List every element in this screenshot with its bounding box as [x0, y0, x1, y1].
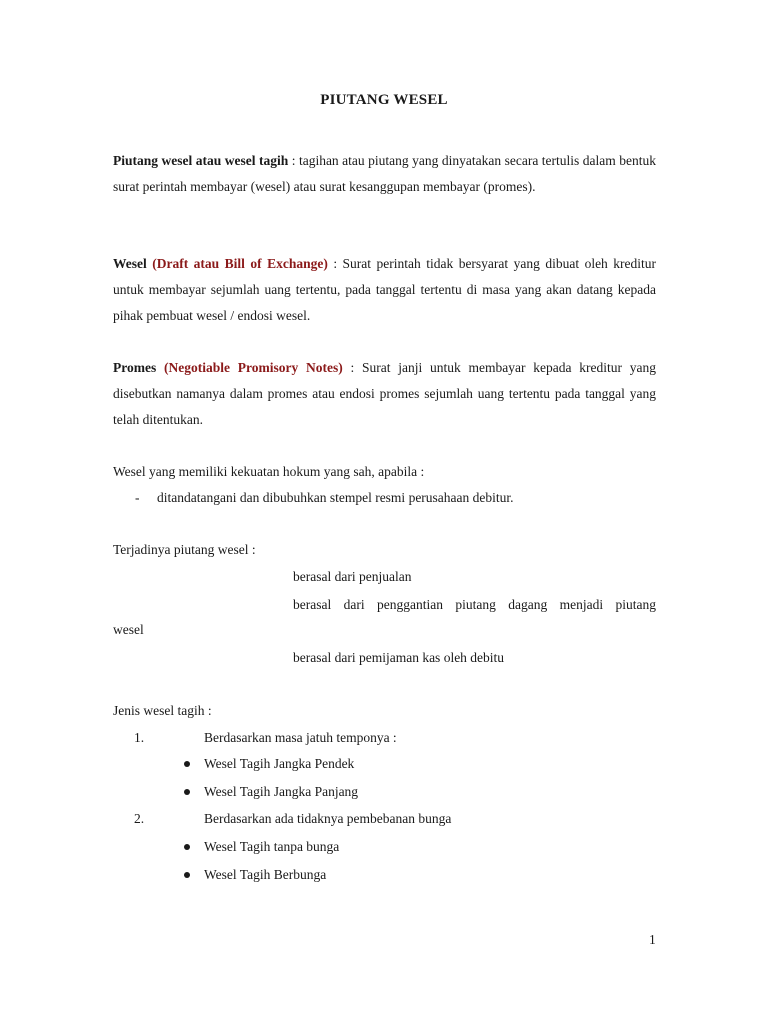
bullet-text: Wesel Tagih Jangka Pendek — [204, 756, 355, 771]
term-promes: Promes — [113, 360, 157, 375]
terjadinya-item-3: berasal dari pemijaman kas oleh debitu — [293, 650, 505, 665]
document-title: PIUTANG WESEL — [320, 92, 448, 108]
list-heading-2: Berdasarkan ada tidaknya pembebanan bunga — [204, 811, 452, 826]
dash-marker: - — [135, 490, 140, 505]
terjadinya-item-2: berasal dari penggantian piutang dagang menjadi piutang — [293, 597, 656, 612]
definition-text: : tagihan atau piutang yang dinyatakan secara tertulis dalam bentuk surat perintah membayar (wesel) atau surat kesanggupan membayar (promes). — [113, 153, 657, 194]
term-promes-alt: (Negotiable Promisory Notes) — [164, 360, 343, 375]
page-number: 1 — [649, 932, 656, 947]
definition-promes — [113, 355, 656, 433]
wesel-valid-item: ditandatangani dan dibubuhkan stempel resmi perusahaan debitur. — [157, 490, 514, 505]
definition-piutang-wesel — [113, 148, 656, 200]
jenis-intro: Jenis wesel tagih : — [113, 703, 212, 718]
bullet-icon — [184, 844, 190, 850]
term-wesel: Wesel — [113, 256, 147, 271]
terjadinya-item-2-cont: wesel — [113, 622, 144, 637]
list-number-1: 1. — [134, 730, 145, 745]
definition-text: : Surat janji untuk membayar kepada kreditur yang disebutkan namanya dalam promes atau endosi promes sejumlah uang tertentu pada tanggal yang telah ditentukan. — [113, 360, 656, 427]
wesel-valid-intro: Wesel yang memiliki kekuatan hokum yang sah, apabila : — [113, 464, 425, 479]
bullet-text: Wesel Tagih Berbunga — [204, 867, 327, 882]
definition-text: : Surat perintah tidak bersyarat yang dibuat oleh kreditur untuk membayar sejumlah uang tertentu, pada tanggal tertentu di masa yang akan datang kepada pihak pembuat wesel / endosi wesel. — [113, 256, 657, 323]
bullet-icon — [184, 761, 190, 767]
bullet-icon — [184, 872, 190, 878]
term-piutang-wesel: Piutang wesel atau wesel tagih — [113, 153, 289, 168]
bullet-text: Wesel Tagih tanpa bunga — [204, 839, 340, 854]
term-wesel-alt: (Draft atau Bill of Exchange) — [152, 256, 328, 271]
definition-wesel — [113, 251, 656, 329]
bullet-icon — [184, 789, 190, 795]
terjadinya-item-1: berasal dari penjualan — [293, 569, 412, 584]
list-heading-1: Berdasarkan masa jatuh temponya : — [204, 730, 397, 745]
terjadinya-intro: Terjadinya piutang wesel : — [113, 542, 256, 557]
bullet-text: Wesel Tagih Jangka Panjang — [204, 784, 359, 799]
list-number-2: 2. — [134, 811, 145, 826]
